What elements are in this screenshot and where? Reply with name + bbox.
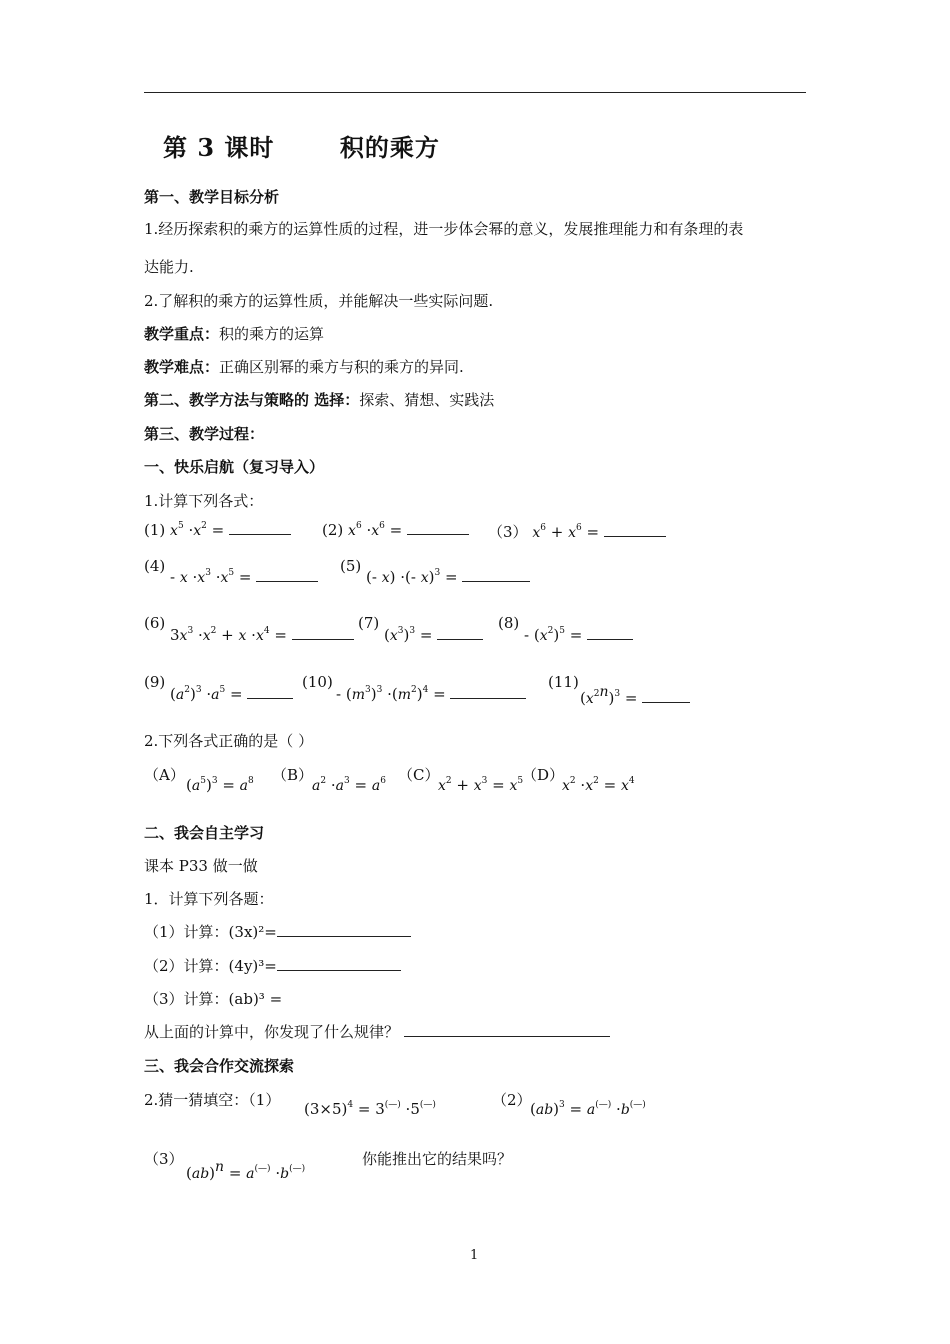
ex-9: $(a^2)^3 \cdot a^5$ =	[170, 685, 293, 703]
guess-1: $(3\times 5)^4 = 3^{(—)} \cdot 5^{(—)}$	[304, 1100, 436, 1118]
difficulty-text: 正确区别幂的乘方与积的乘方的异同.	[219, 358, 464, 376]
ex-9-num: (9)	[144, 673, 166, 691]
ex-10: - $(m^3)^3 \cdot(m^2)^4$ =	[336, 685, 526, 703]
part1-heading: 一、快乐启航（复习导入）	[144, 458, 325, 476]
guess-label: 2.猜一猜填空：（1）	[144, 1091, 281, 1109]
ex-4-num: (4)	[144, 557, 166, 575]
option-c-label: （C）	[398, 766, 440, 784]
calc-1: （1）计算：(3x)²=	[144, 921, 411, 942]
option-a: $(a^5)^3 = a^8$	[186, 776, 254, 794]
objective-2: 2.了解积的乘方的运算性质，并能解决一些实际问题.	[144, 292, 494, 310]
guess-2-label: （2）	[492, 1091, 532, 1109]
ex-3: （3） $x^6 + x^6$ =	[488, 521, 666, 542]
part1-q1: 1.计算下列各式：	[144, 492, 264, 510]
part2-heading: 二、我会自主学习	[144, 824, 265, 842]
difficulty-label: 教学难点：	[144, 358, 220, 376]
option-c: $x^2 + x^3 = x^5$	[438, 776, 524, 794]
guess-3: (ab)$^n$ = a(—) ·b(—)	[186, 1159, 306, 1182]
guess-2: (ab)$^3$ = a(—) ·b(—)	[530, 1100, 646, 1118]
option-b: $a^2 \cdot a^3 = a^6$	[312, 776, 386, 794]
guess-3-label: （3）	[144, 1150, 184, 1168]
page-number: 1	[470, 1248, 479, 1263]
ex-8: - $(x^2)^5$ =	[524, 626, 633, 644]
calc-2: （2）计算：(4y)³=	[144, 955, 401, 976]
ex-7: $(x^3)^3$ =	[384, 626, 483, 644]
ex-11-num: (11)	[548, 673, 579, 691]
option-a-label: （A）	[144, 766, 185, 784]
option-d: $x^2 \cdot x^2 = x^4$	[562, 776, 635, 794]
ex-5: (- x) ·(- x)$^3$ =	[366, 568, 530, 586]
part2-q1: 1．计算下列各题：	[144, 890, 274, 908]
ex-1: (1) $x^5 \cdot x^2$ =	[144, 521, 291, 539]
ex-7-num: (7)	[358, 614, 380, 632]
section-heading-1: 第一、教学目标分析	[144, 188, 280, 206]
key-label: 教学重点：	[144, 325, 220, 343]
section-heading-3: 第三、教学过程：	[144, 425, 265, 443]
ex-6-num: (6)	[144, 614, 166, 632]
ex-6: $3x^3 \cdot x^2 + x \cdot x^4$ =	[170, 626, 354, 644]
guess-question: 你能推出它的结果吗？	[362, 1150, 513, 1168]
ex-8-num: (8)	[498, 614, 520, 632]
ex-10-num: (10)	[302, 673, 333, 691]
method-text: 探索、猜想、实践法	[359, 391, 495, 409]
option-b-label: （B）	[272, 766, 314, 784]
part3-heading: 三、我会合作交流探索	[144, 1057, 295, 1075]
header-rule	[144, 92, 806, 93]
page-title: 第 3 课时 积的乘方	[163, 133, 440, 162]
ex-4: - $x \cdot x^3 \cdot x^5$ =	[170, 568, 318, 586]
option-d-label: （D）	[522, 766, 565, 784]
part2-ref: 课本 P33 做一做	[144, 857, 258, 875]
objective-1b: 达能力.	[144, 258, 194, 276]
calc-3: （3）计算：(ab)³ =	[144, 990, 283, 1008]
ex-2: (2) $x^6 \cdot x^6$ =	[322, 521, 469, 539]
objective-1a: 1.经历探索积的乘方的运算性质的过程，进一步体会幂的意义，发展推理能力和有条理的表	[144, 220, 744, 238]
ex-11: $(x^{2n})^3$ =	[580, 685, 690, 707]
key-text: 积的乘方的运算	[219, 325, 325, 343]
key-point	[144, 323, 324, 344]
difficulty	[144, 356, 464, 377]
method-label: 第二、教学方法与策略的 选择：	[144, 391, 360, 409]
ex-5-num: (5)	[340, 557, 362, 575]
part1-q2: 2.下列各式正确的是（ ）	[144, 732, 314, 750]
method	[144, 389, 494, 410]
find-rule: 从上面的计算中，你发现了什么规律？	[144, 1021, 610, 1042]
